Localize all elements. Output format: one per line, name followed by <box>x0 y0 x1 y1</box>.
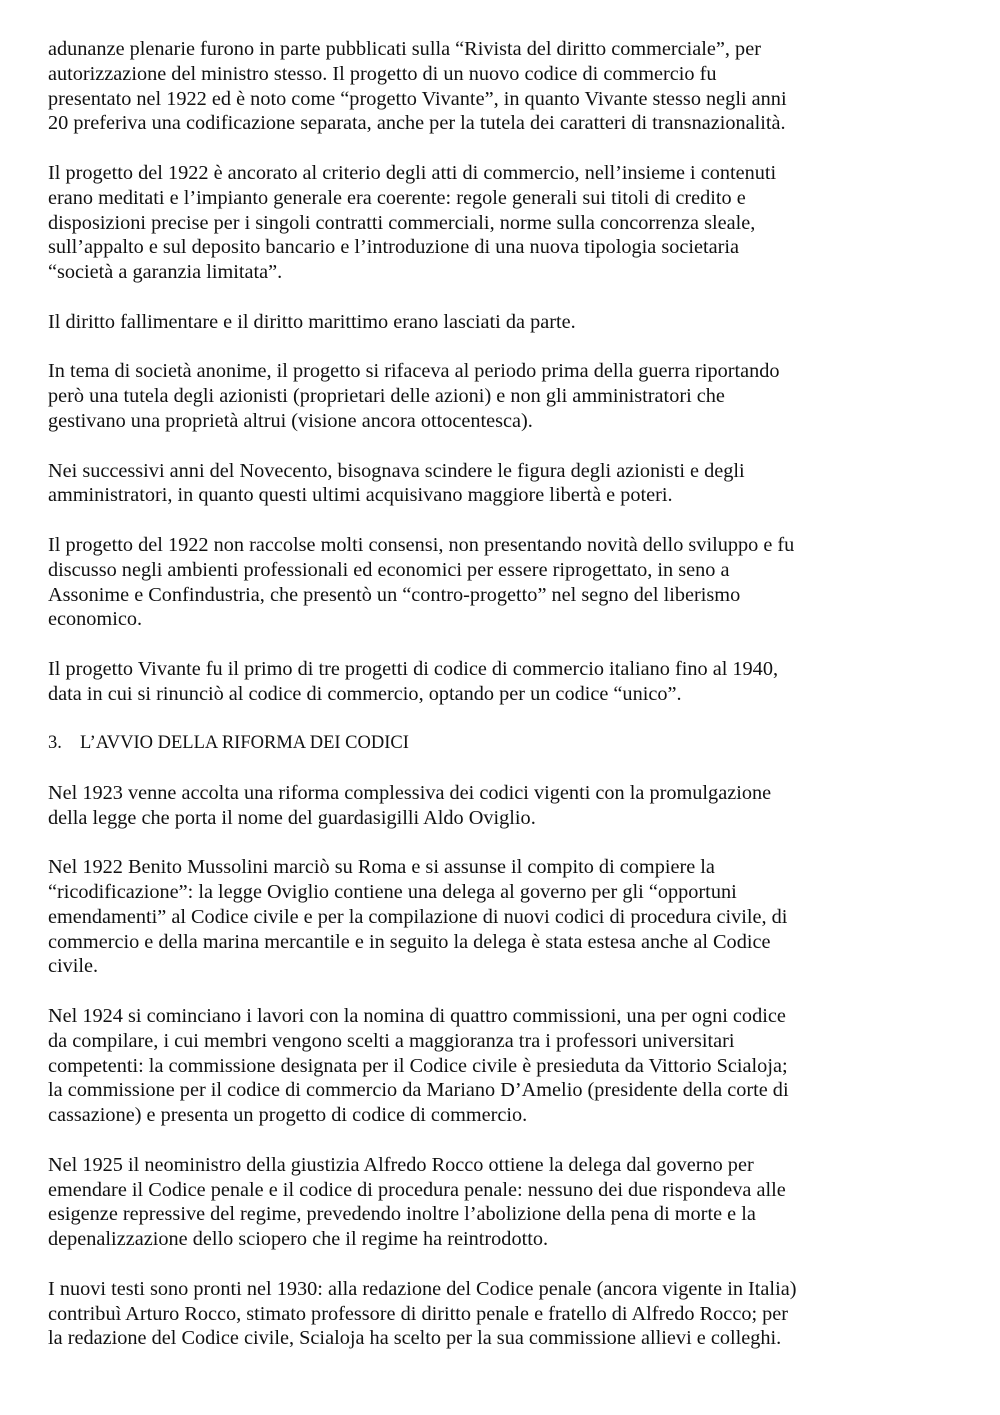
paragraph-line: Nel 1924 si cominciano i lavori con la nomina di quattro commissioni, una per ogni codice <box>48 1005 786 1028</box>
paragraph-line: la commissione per il codice di commercio da Mariano D’Amelio (presidente della corte di <box>48 1079 789 1102</box>
paragraph-line: Il progetto del 1922 è ancorato al criterio degli atti di commercio, nell’insieme i contenuti <box>48 161 777 184</box>
paragraph-line: In tema di società anonime, il progetto si rifaceva al periodo prima della guerra riportando <box>48 360 780 383</box>
section-title: L’AVVIO DELLA RIFORMA DEI CODICI <box>80 733 409 754</box>
section-number: 3. <box>48 733 62 754</box>
paragraph-line: economico. <box>48 608 143 631</box>
paragraph-line: I nuovi testi sono pronti nel 1930: alla redazione del Codice penale (ancora vigente in Italia) <box>48 1277 797 1300</box>
paragraph <box>48 359 868 433</box>
paragraph-line: Nel 1922 Benito Mussolini marciò su Roma e si assunse il compito di compiere la <box>48 856 715 879</box>
paragraph-line: erano meditati e l’impianto generale era coerente: regole generali sui titoli di credito e <box>48 186 746 209</box>
paragraph <box>48 310 868 335</box>
paragraph-line: da compilare, i cui membri vengono scelti a maggioranza tra i professori universitari <box>48 1029 735 1052</box>
paragraph-line: civile. <box>48 955 99 978</box>
paragraphs-after-heading <box>48 781 868 1351</box>
paragraph-line: 20 preferiva una codificazione separata, anche per la tutela dei caratteri di transnazionalità. <box>48 112 786 135</box>
paragraph <box>48 37 868 136</box>
paragraph <box>48 1153 868 1252</box>
paragraph <box>48 855 868 979</box>
paragraph-line: emendare il Codice penale e il codice di procedura penale: nessuno dei due rispondeva alle <box>48 1178 786 1201</box>
paragraph-line: Il progetto Vivante fu il primo di tre progetti di codice di commercio italiano fino al 1940, <box>48 657 779 680</box>
paragraph-line: esigenze repressive del regime, prevedendo inoltre l’abolizione della pena di morte e la <box>48 1203 756 1226</box>
paragraph-line: commercio e della marina mercantile e in seguito la delega è stata estesa anche al Codice <box>48 930 771 953</box>
paragraph <box>48 161 868 285</box>
paragraph-line: cassazione) e presenta un progetto di codice di commercio. <box>48 1104 528 1127</box>
paragraph-line: discusso negli ambienti professionali ed economici per essere riprogettato, in seno a <box>48 558 730 581</box>
paragraph-line: “società a garanzia limitata”. <box>48 261 283 284</box>
paragraph-line: Il progetto del 1922 non raccolse molti consensi, non presentando novità dello sviluppo e fu <box>48 533 795 556</box>
paragraph <box>48 1277 868 1351</box>
paragraph-line: Assonime e Confindustria, che presentò un “contro-progetto” nel segno del liberismo <box>48 583 741 606</box>
paragraph-line: Il diritto fallimentare e il diritto marittimo erano lasciati da parte. <box>48 310 576 333</box>
paragraph-line: gestivano una proprietà altrui (visione ancora ottocentesca). <box>48 409 533 432</box>
paragraph-line: “ricodificazione”: la legge Oviglio contiene una delega al governo per gli “opportuni <box>48 881 737 904</box>
paragraph-line: adunanze plenarie furono in parte pubblicati sulla “Rivista del diritto commerciale”, per <box>48 38 761 60</box>
paragraph-line: sull’appalto e sul deposito bancario e l’introduzione di una nuova tipologia societaria <box>48 236 740 259</box>
paragraphs-before-heading <box>48 37 868 707</box>
paragraph-line: amministratori, in quanto questi ultimi acquisivano maggiore libertà e poteri. <box>48 484 673 507</box>
paragraph-line: Nei successivi anni del Novecento, bisognava scindere le figura degli azionisti e degli <box>48 459 745 482</box>
paragraph-line: però una tutela degli azionisti (proprietari delle azioni) e non gli amministratori che <box>48 385 725 408</box>
paragraph-line: contribuì Arturo Rocco, stimato professore di diritto penale e fratello di Alfredo Rocco; per <box>48 1302 789 1325</box>
paragraph-line: autorizzazione del ministro stesso. Il progetto di un nuovo codice di commercio fu <box>48 62 717 85</box>
paragraph-line: data in cui si rinunciò al codice di commercio, optando per un codice “unico”. <box>48 682 682 705</box>
paragraph <box>48 459 868 509</box>
paragraph <box>48 533 868 632</box>
paragraph-line: Nel 1925 il neoministro della giustizia Alfredo Rocco ottiene la delega dal governo per <box>48 1153 754 1176</box>
paragraph <box>48 1004 868 1128</box>
paragraph-line: Nel 1923 venne accolta una riforma complessiva dei codici vigenti con la promulgazione <box>48 781 772 804</box>
paragraph-line: emendamenti” al Codice civile e per la compilazione di nuovi codici di procedura civile, di <box>48 905 788 928</box>
paragraph-line: disposizioni precise per i singoli contratti commerciali, norme sulla concorrenza sleale, <box>48 211 756 234</box>
section-heading <box>48 731 868 756</box>
paragraph <box>48 657 868 707</box>
paragraph-line: competenti: la commissione designata per il Codice civile è presieduta da Vittorio Scialoja; <box>48 1054 788 1077</box>
paragraph-line: depenalizzazione dello sciopero che il regime ha reintrodotto. <box>48 1228 549 1251</box>
paragraph-line: della legge che porta il nome del guardasigilli Aldo Oviglio. <box>48 806 536 829</box>
paragraph <box>48 781 868 831</box>
paragraph-line: presentato nel 1922 ed è noto come “progetto Vivante”, in quanto Vivante stesso negli anni <box>48 87 787 110</box>
paragraph-line: la redazione del Codice civile, Scialoja ha scelto per la sua commissione allievi e colleghi. <box>48 1327 782 1350</box>
document-page <box>48 37 868 1376</box>
